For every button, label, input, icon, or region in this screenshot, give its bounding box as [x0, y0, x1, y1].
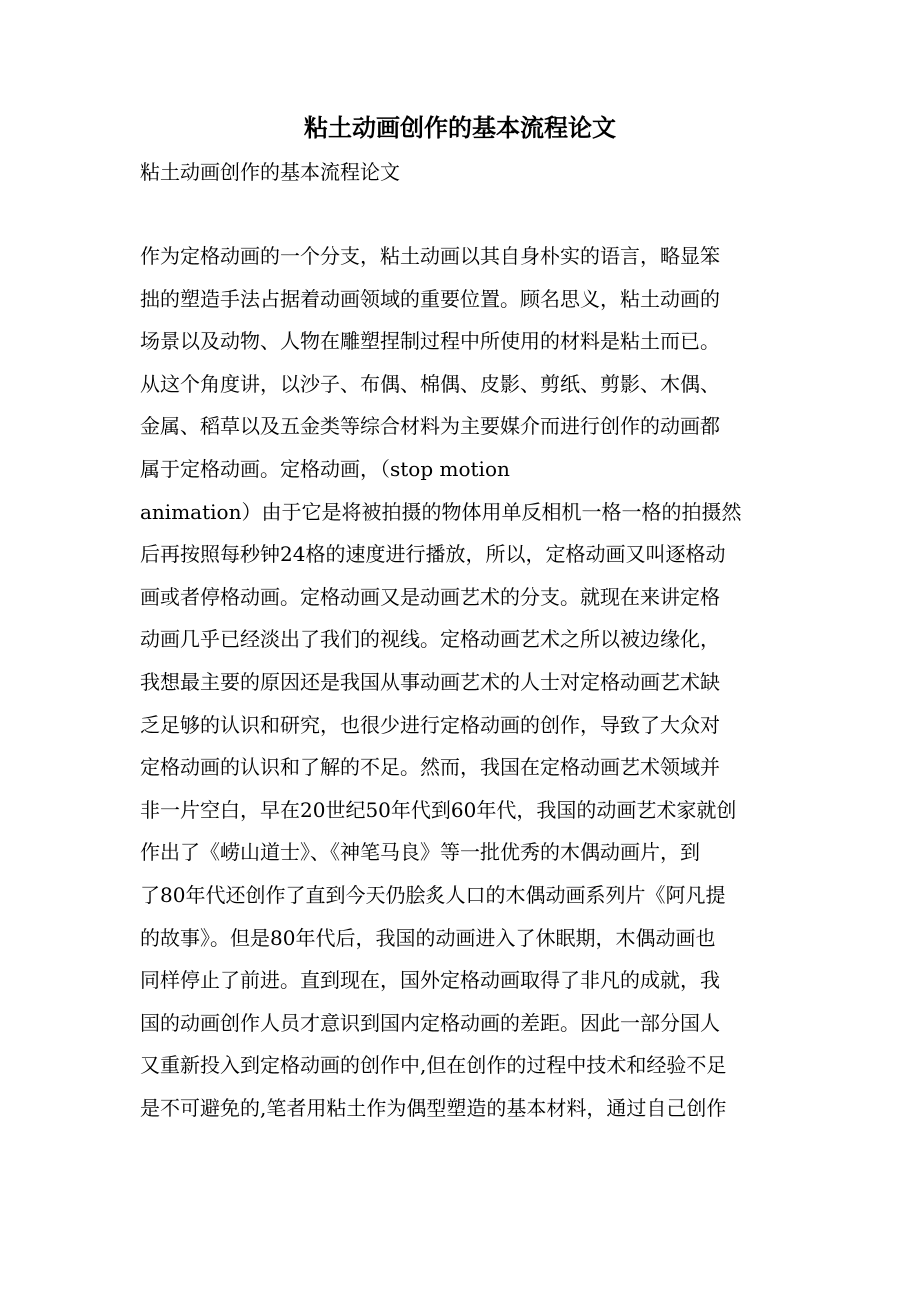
- body-line: 定格动画的认识和了解的不足。然而，我国在定格动画艺术领域并: [140, 755, 720, 780]
- body-line: 从这个角度讲，以沙子、布偶、棉偶、皮影、剪纸、剪影、木偶、: [140, 371, 720, 396]
- body-line: 金属、稻草以及五金类等综合材料为主要媒介而进行创作的动画都: [140, 414, 720, 439]
- body-line: 属于定格动画。定格动画，（stop motion: [140, 456, 510, 481]
- body-line: 作为定格动画的一个分支，粘土动画以其自身朴实的语言，略显笨: [140, 244, 720, 268]
- body-line: 又重新投入到定格动画的创作中,但在创作的过程中技术和经验不足: [140, 1053, 727, 1078]
- body-line: 非一片空白，早在20世纪50年代到60年代，我国的动画艺术家就创: [140, 797, 737, 822]
- body-line: 同样停止了前进。直到现在，国外定格动画取得了非凡的成就，我: [140, 968, 720, 993]
- body-line: 作出了《崂山道士》、《神笔马良》等一批优秀的木偶动画片，到: [140, 840, 700, 865]
- body-line: 场景以及动物、人物在雕塑捏制过程中所使用的材料是粘土而已。: [140, 329, 720, 354]
- body-line: 后再按照每秒钟24格的速度进行播放，所以，定格动画又叫逐格动: [140, 542, 726, 567]
- document-subtitle: 粘土动画创作的基本流程论文: [140, 160, 400, 184]
- body-line: 国的动画创作人员才意识到国内定格动画的差距。因此一部分国人: [140, 1010, 720, 1035]
- body-line: 了80年代还创作了直到今天仍脍炙人口的木偶动画系列片《阿凡提: [140, 882, 726, 907]
- body-line: 动画几乎已经淡出了我们的视线。定格动画艺术之所以被边缘化，: [140, 627, 720, 652]
- body-line: 我想最主要的原因还是我国从事动画艺术的人士对定格动画艺术缺: [140, 669, 720, 694]
- body-line: 的故事》。但是80年代后，我国的动画进入了休眠期，木偶动画也: [140, 925, 716, 950]
- body-line: 是不可避免的,笔者用粘土作为偶型塑造的基本材料，通过自己创作: [140, 1095, 727, 1120]
- body-paragraph: [140, 242, 800, 1136]
- body-line: 拙的塑造手法占据着动画领域的重要位置。顾名思义，粘土动画的: [140, 286, 720, 311]
- body-line: animation）由于它是将被拍摄的物体用单反相机一格一格的拍摄然: [140, 499, 742, 524]
- document-title: 粘土动画创作的基本流程论文: [304, 113, 616, 142]
- body-line: 画或者停格动画。定格动画又是动画艺术的分支。就现在来讲定格: [140, 584, 720, 609]
- body-line: 乏足够的认识和研究，也很少进行定格动画的创作，导致了大众对: [140, 712, 720, 737]
